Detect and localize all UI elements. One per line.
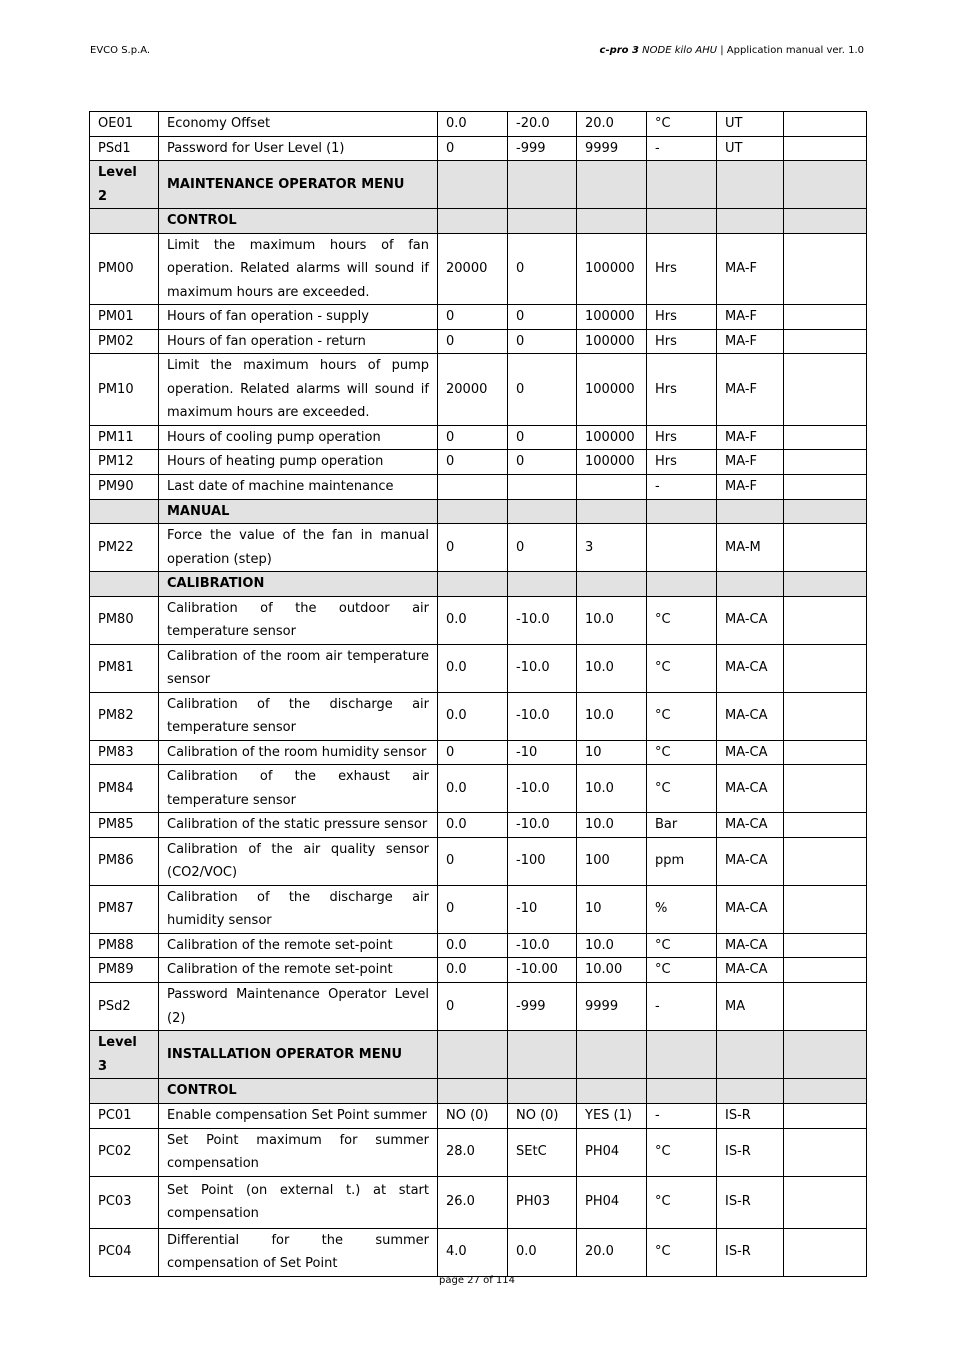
param-unit: - (647, 136, 717, 161)
param-min: -10 (508, 885, 577, 933)
param-level: IS-R (717, 1103, 784, 1128)
param-unit: °C (647, 1228, 717, 1276)
param-code: Level 3 (90, 1031, 159, 1079)
param-notes (784, 1176, 867, 1228)
param-default: 0 (438, 305, 508, 330)
param-code: PSd1 (90, 136, 159, 161)
table-row (90, 813, 867, 838)
param-notes (784, 450, 867, 475)
header-title (600, 45, 864, 56)
param-description: Force the value of the fan in manual operation (step) (159, 524, 438, 572)
table-section-row (90, 572, 867, 597)
param-min (508, 1079, 577, 1104)
param-unit: Hrs (647, 425, 717, 450)
param-default: 20000 (438, 233, 508, 305)
param-code: PC02 (90, 1128, 159, 1176)
param-default (438, 474, 508, 499)
param-unit (647, 524, 717, 572)
param-notes (784, 161, 867, 209)
table-row (90, 885, 867, 933)
param-code: OE01 (90, 112, 159, 137)
param-unit: - (647, 983, 717, 1031)
param-description: INSTALLATION OPERATOR MENU (159, 1031, 438, 1079)
param-min: -10.0 (508, 813, 577, 838)
param-max: 10.0 (577, 692, 647, 740)
header-company: EVCO S.p.A. (90, 45, 151, 56)
header-product-model: NODE kilo AHU (639, 45, 718, 56)
param-min: 0 (508, 305, 577, 330)
param-level: MA-CA (717, 837, 784, 885)
param-default (438, 499, 508, 524)
param-max: 20.0 (577, 1228, 647, 1276)
table-row (90, 1103, 867, 1128)
param-code (90, 1079, 159, 1104)
table-row (90, 233, 867, 305)
param-code: PM02 (90, 329, 159, 354)
param-unit: Hrs (647, 233, 717, 305)
param-default: 0.0 (438, 692, 508, 740)
param-code: PM12 (90, 450, 159, 475)
param-description: Hours of heating pump operation (159, 450, 438, 475)
param-notes (784, 596, 867, 644)
param-unit (647, 161, 717, 209)
param-default: 0.0 (438, 933, 508, 958)
param-min: 0 (508, 524, 577, 572)
param-description: Differential for the summer compensation of Set Point (159, 1228, 438, 1276)
param-max: PH04 (577, 1128, 647, 1176)
param-description: Calibration of the discharge air humidity sensor (159, 885, 438, 933)
param-notes (784, 765, 867, 813)
param-default: 0 (438, 136, 508, 161)
param-unit: °C (647, 740, 717, 765)
param-default: 0 (438, 425, 508, 450)
param-code: PM84 (90, 765, 159, 813)
table-row (90, 305, 867, 330)
param-unit: °C (647, 1128, 717, 1176)
param-max: PH04 (577, 1176, 647, 1228)
param-notes (784, 329, 867, 354)
param-unit: °C (647, 933, 717, 958)
param-description: Calibration of the discharge air temperature sensor (159, 692, 438, 740)
param-max: 100 (577, 837, 647, 885)
param-level: IS-R (717, 1176, 784, 1228)
param-notes (784, 692, 867, 740)
param-min: 0 (508, 233, 577, 305)
param-description: Hours of fan operation - supply (159, 305, 438, 330)
param-description: Calibration of the room air temperature sensor (159, 644, 438, 692)
param-notes (784, 305, 867, 330)
table-row (90, 837, 867, 885)
param-unit: °C (647, 596, 717, 644)
param-code: PM85 (90, 813, 159, 838)
param-min: PH03 (508, 1176, 577, 1228)
param-notes (784, 933, 867, 958)
param-level: MA-F (717, 450, 784, 475)
param-level: MA-CA (717, 933, 784, 958)
param-notes (784, 474, 867, 499)
param-max: 10.00 (577, 958, 647, 983)
param-description: Calibration of the air quality sensor (CO2/VOC) (159, 837, 438, 885)
param-notes (784, 983, 867, 1031)
param-notes (784, 572, 867, 597)
param-level (717, 1079, 784, 1104)
param-default (438, 1031, 508, 1079)
param-code: PC01 (90, 1103, 159, 1128)
param-notes (784, 136, 867, 161)
table-row (90, 1228, 867, 1276)
table-section-row (90, 499, 867, 524)
param-notes (784, 740, 867, 765)
param-level: MA-CA (717, 740, 784, 765)
param-default: 0.0 (438, 644, 508, 692)
param-code: PM11 (90, 425, 159, 450)
param-min (508, 1031, 577, 1079)
param-notes (784, 1128, 867, 1176)
param-code: PM00 (90, 233, 159, 305)
parameters-table (89, 111, 867, 1277)
param-unit: Bar (647, 813, 717, 838)
param-notes (784, 233, 867, 305)
param-code (90, 572, 159, 597)
param-unit: - (647, 474, 717, 499)
param-description: MAINTENANCE OPERATOR MENU (159, 161, 438, 209)
param-max: 9999 (577, 136, 647, 161)
param-description: CALIBRATION (159, 572, 438, 597)
param-default: 26.0 (438, 1176, 508, 1228)
param-unit: Hrs (647, 305, 717, 330)
param-unit: - (647, 1103, 717, 1128)
param-description: Calibration of the exhaust air temperature sensor (159, 765, 438, 813)
param-default: 0 (438, 983, 508, 1031)
param-default: 0 (438, 329, 508, 354)
param-min (508, 474, 577, 499)
param-code: PC03 (90, 1176, 159, 1228)
table-row (90, 765, 867, 813)
param-notes (784, 1103, 867, 1128)
param-min: -10.00 (508, 958, 577, 983)
param-description: CONTROL (159, 1079, 438, 1104)
param-unit: °C (647, 1176, 717, 1228)
param-max (577, 499, 647, 524)
param-notes (784, 112, 867, 137)
table-row (90, 983, 867, 1031)
param-min (508, 161, 577, 209)
param-min: -999 (508, 983, 577, 1031)
param-unit (647, 1031, 717, 1079)
table-row (90, 933, 867, 958)
table-row (90, 354, 867, 426)
param-code: PM87 (90, 885, 159, 933)
param-description: Enable compensation Set Point summer (159, 1103, 438, 1128)
param-min: -10.0 (508, 933, 577, 958)
param-notes (784, 209, 867, 234)
param-description: Economy Offset (159, 112, 438, 137)
param-code (90, 209, 159, 234)
param-level: MA-F (717, 425, 784, 450)
header-manual-version: | Application manual ver. 1.0 (717, 45, 864, 56)
param-description: Password for User Level (1) (159, 136, 438, 161)
table-row (90, 524, 867, 572)
param-notes (784, 499, 867, 524)
param-default: 20000 (438, 354, 508, 426)
param-code: PM88 (90, 933, 159, 958)
param-unit: °C (647, 692, 717, 740)
param-description: Hours of cooling pump operation (159, 425, 438, 450)
param-description: Calibration of the remote set-point (159, 958, 438, 983)
param-min: 0 (508, 354, 577, 426)
param-min: 0 (508, 450, 577, 475)
table-row (90, 1128, 867, 1176)
param-description: Limit the maximum hours of pump operation. Related alarms will sound if maximum hours are exceeded. (159, 354, 438, 426)
param-min: 0 (508, 329, 577, 354)
param-max (577, 474, 647, 499)
param-default: 0 (438, 740, 508, 765)
param-description: Password Maintenance Operator Level (2) (159, 983, 438, 1031)
param-level: IS-R (717, 1128, 784, 1176)
param-min: -10.0 (508, 692, 577, 740)
param-unit (647, 209, 717, 234)
table-row (90, 450, 867, 475)
param-default: 0.0 (438, 112, 508, 137)
param-min: SEtC (508, 1128, 577, 1176)
param-unit: °C (647, 112, 717, 137)
param-level: MA-F (717, 474, 784, 499)
param-unit: ppm (647, 837, 717, 885)
param-unit (647, 499, 717, 524)
param-min: NO (0) (508, 1103, 577, 1128)
param-max: 100000 (577, 305, 647, 330)
table-section-row (90, 161, 867, 209)
param-unit: °C (647, 958, 717, 983)
param-level: MA-CA (717, 644, 784, 692)
param-min: -10 (508, 740, 577, 765)
param-notes (784, 425, 867, 450)
param-notes (784, 644, 867, 692)
param-max: 3 (577, 524, 647, 572)
param-default (438, 1079, 508, 1104)
param-level: MA-CA (717, 765, 784, 813)
param-code: PSd2 (90, 983, 159, 1031)
param-notes (784, 958, 867, 983)
param-default (438, 161, 508, 209)
table-section-row (90, 1079, 867, 1104)
param-max (577, 209, 647, 234)
param-notes (784, 1079, 867, 1104)
param-max: 10 (577, 885, 647, 933)
param-default: 28.0 (438, 1128, 508, 1176)
param-max: 20.0 (577, 112, 647, 137)
param-notes (784, 524, 867, 572)
param-unit (647, 572, 717, 597)
param-description: CONTROL (159, 209, 438, 234)
param-unit (647, 1079, 717, 1104)
param-default: NO (0) (438, 1103, 508, 1128)
table-row (90, 112, 867, 137)
table-row (90, 740, 867, 765)
param-description: Set Point maximum for summer compensation (159, 1128, 438, 1176)
page-number: page 27 of 114 (439, 1275, 515, 1286)
param-min (508, 209, 577, 234)
parameters-table-body (90, 112, 867, 1277)
param-default (438, 209, 508, 234)
param-default: 0.0 (438, 958, 508, 983)
param-default (438, 572, 508, 597)
param-min: -100 (508, 837, 577, 885)
param-min: 0 (508, 425, 577, 450)
param-unit: °C (647, 644, 717, 692)
param-min: -20.0 (508, 112, 577, 137)
param-code: PM86 (90, 837, 159, 885)
param-description: Calibration of the static pressure sensor (159, 813, 438, 838)
param-max: 100000 (577, 329, 647, 354)
param-code: PM89 (90, 958, 159, 983)
param-code: PM90 (90, 474, 159, 499)
param-code: Level 2 (90, 161, 159, 209)
param-default: 0 (438, 885, 508, 933)
param-level: UT (717, 112, 784, 137)
param-code: PM81 (90, 644, 159, 692)
param-description: Last date of machine maintenance (159, 474, 438, 499)
param-default: 0.0 (438, 596, 508, 644)
table-section-row (90, 209, 867, 234)
param-default: 4.0 (438, 1228, 508, 1276)
param-code: PM82 (90, 692, 159, 740)
param-level: MA-F (717, 329, 784, 354)
param-description: Hours of fan operation - return (159, 329, 438, 354)
param-notes (784, 1031, 867, 1079)
param-level: MA-F (717, 354, 784, 426)
header-product-name: c-pro 3 (599, 45, 639, 56)
param-code: PM01 (90, 305, 159, 330)
table-row (90, 644, 867, 692)
table-row (90, 1176, 867, 1228)
param-default: 0.0 (438, 813, 508, 838)
param-default: 0 (438, 524, 508, 572)
table-row (90, 692, 867, 740)
table-row (90, 596, 867, 644)
param-level: MA-CA (717, 813, 784, 838)
param-code: PM10 (90, 354, 159, 426)
param-unit: °C (647, 765, 717, 813)
param-max: 100000 (577, 233, 647, 305)
param-code: PM83 (90, 740, 159, 765)
param-code (90, 499, 159, 524)
param-code: PC04 (90, 1228, 159, 1276)
table-row (90, 136, 867, 161)
param-max: 10.0 (577, 933, 647, 958)
param-unit: Hrs (647, 354, 717, 426)
param-description: Calibration of the outdoor air temperature sensor (159, 596, 438, 644)
param-max: 10 (577, 740, 647, 765)
param-unit: Hrs (647, 450, 717, 475)
param-description: Calibration of the remote set-point (159, 933, 438, 958)
table-section-row (90, 1031, 867, 1079)
param-notes (784, 1228, 867, 1276)
param-max (577, 1079, 647, 1104)
param-level (717, 161, 784, 209)
param-max (577, 1031, 647, 1079)
param-max: 10.0 (577, 765, 647, 813)
param-max: 100000 (577, 425, 647, 450)
param-level: MA-CA (717, 958, 784, 983)
param-min: -10.0 (508, 596, 577, 644)
param-min (508, 572, 577, 597)
param-min: -10.0 (508, 644, 577, 692)
param-max: 10.0 (577, 644, 647, 692)
table-row (90, 425, 867, 450)
param-notes (784, 837, 867, 885)
param-min: 0.0 (508, 1228, 577, 1276)
param-max (577, 572, 647, 597)
table-row (90, 329, 867, 354)
param-level: MA (717, 983, 784, 1031)
param-level (717, 209, 784, 234)
param-max: YES (1) (577, 1103, 647, 1128)
param-notes (784, 354, 867, 426)
param-default: 0 (438, 837, 508, 885)
param-level: MA-CA (717, 885, 784, 933)
param-max: 10.0 (577, 596, 647, 644)
param-max: 9999 (577, 983, 647, 1031)
param-description: Limit the maximum hours of fan operation. Related alarms will sound if maximum hours are exceeded. (159, 233, 438, 305)
param-default: 0.0 (438, 765, 508, 813)
param-level: MA-CA (717, 596, 784, 644)
table-row (90, 474, 867, 499)
param-default: 0 (438, 450, 508, 475)
param-notes (784, 885, 867, 933)
param-level: IS-R (717, 1228, 784, 1276)
table-row (90, 958, 867, 983)
param-min (508, 499, 577, 524)
param-level (717, 1031, 784, 1079)
param-unit: Hrs (647, 329, 717, 354)
param-min: -999 (508, 136, 577, 161)
param-max: 100000 (577, 354, 647, 426)
param-level (717, 499, 784, 524)
param-code: PM22 (90, 524, 159, 572)
param-max: 100000 (577, 450, 647, 475)
param-max (577, 161, 647, 209)
param-level: UT (717, 136, 784, 161)
param-level: MA-F (717, 233, 784, 305)
param-unit: % (647, 885, 717, 933)
param-description: Calibration of the room humidity sensor (159, 740, 438, 765)
param-description: Set Point (on external t.) at start compensation (159, 1176, 438, 1228)
param-level (717, 572, 784, 597)
param-max: 10.0 (577, 813, 647, 838)
param-min: -10.0 (508, 765, 577, 813)
param-notes (784, 813, 867, 838)
param-level: MA-F (717, 305, 784, 330)
param-level: MA-M (717, 524, 784, 572)
param-code: PM80 (90, 596, 159, 644)
param-level: MA-CA (717, 692, 784, 740)
param-description: MANUAL (159, 499, 438, 524)
